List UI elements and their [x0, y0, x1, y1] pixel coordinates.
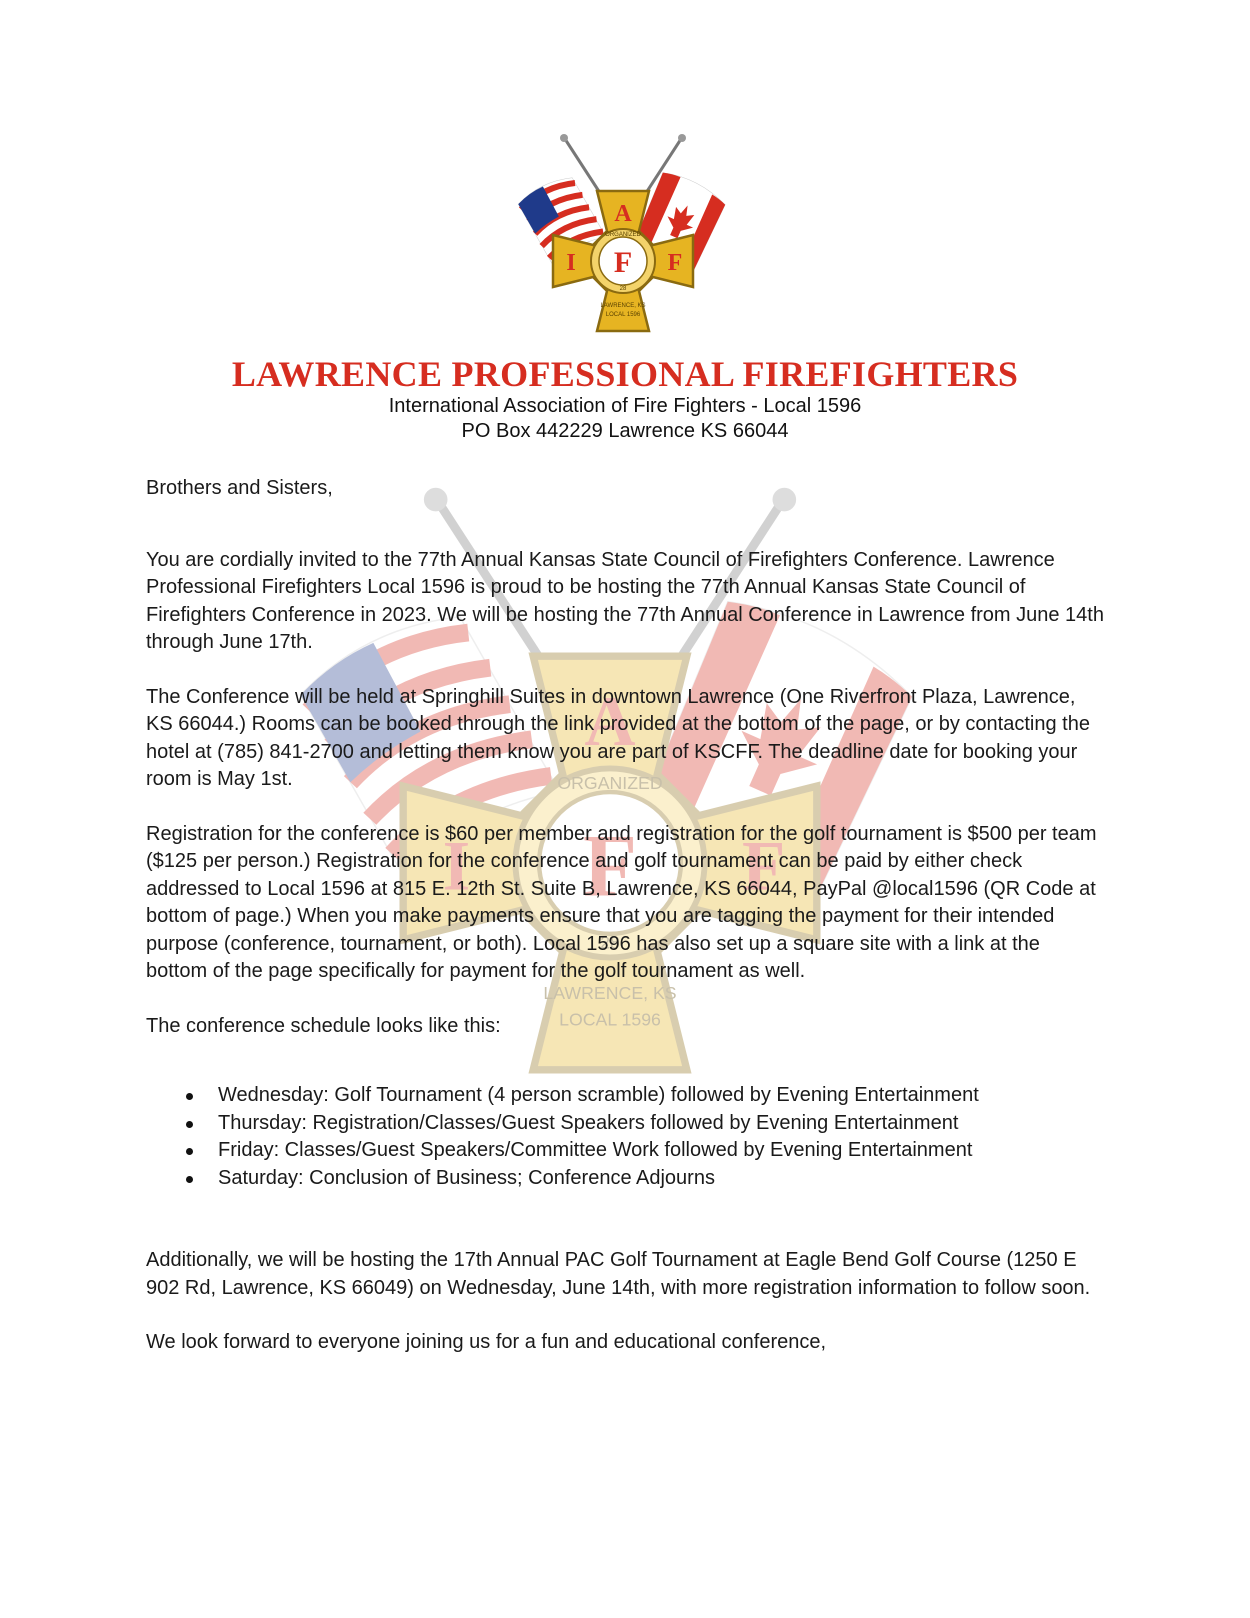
letterhead [0, 354, 1250, 444]
list-item: Wednesday: Golf Tournament (4 person scramble) followed by Evening Entertainment [218, 1082, 1106, 1110]
list-item: Thursday: Registration/Classes/Guest Speakers followed by Evening Entertainment [218, 1110, 1106, 1138]
registration-paragraph: Registration for the conference is $60 per member and registration for the golf tournament is $500 per team ($125 per person.) Registration for the conference and golf tournament can be paid by either check addressed to Local 1596 at 815 E. 12th St. Suite B, Lawrence, KS 66044, PayPal @local1596 (QR Code at bottom of page.) When you make payments ensure that you are tagging the payment for their intended purpose (conference, tournament, or both). Local 1596 has also set up a square site with a link at the bottom of the page specifically for payment for the golf tournament as well. [146, 822, 1097, 982]
closing: We look forward to everyone joining us for a fun and educational conference, [146, 1331, 827, 1353]
greeting: Brothers and Sisters, [146, 477, 333, 499]
pac-golf-paragraph: Additionally, we will be hosting the 17th Annual PAC Golf Tournament at Eagle Bend Golf Course (1250 E 902 Rd, Lawrence, KS 66049) on Wednesday, June 14th, with more registration information to follow soon. [146, 1249, 1091, 1299]
list-item: Friday: Classes/Guest Speakers/Committee Work followed by Evening Entertainment [218, 1137, 1106, 1165]
affiliation: International Association of Fire Fighters - Local 1596 [388, 395, 862, 417]
letter-body [146, 475, 1106, 1357]
iaff-logo [513, 133, 733, 343]
mailing-address: PO Box 442229 Lawrence KS 66044 [461, 420, 789, 442]
list-item: Saturday: Conclusion of Business; Conference Adjourns [218, 1165, 1106, 1193]
invitation-paragraph: You are cordially invited to the 77th Annual Kansas State Council of Firefighters Conference. Lawrence Professional Firefighters Local 1596 is proud to be hosting the 77th Annual Kansas State Council of Firefighters Conference in 2023. We will be hosting the 77th Annual Conference in Lawrence from June 14th through June 17th. [146, 548, 1104, 653]
venue-paragraph: The Conference will be held at Springhill Suites in downtown Lawrence (One Riverfront Plaza, Lawrence, KS 66044.) Rooms can be booked through the link provided at the bottom of the page, or by contacting the hotel at (785) 841-2700 and letting them know you are part of KSCFF. The deadline date for booking your room is May 1st. [146, 685, 1090, 790]
schedule-list [146, 1082, 1106, 1192]
org-name: LAWRENCE PROFESSIONAL FIREFIGHTERS [231, 354, 1019, 394]
schedule-intro: The conference schedule looks like this: [146, 1014, 501, 1037]
